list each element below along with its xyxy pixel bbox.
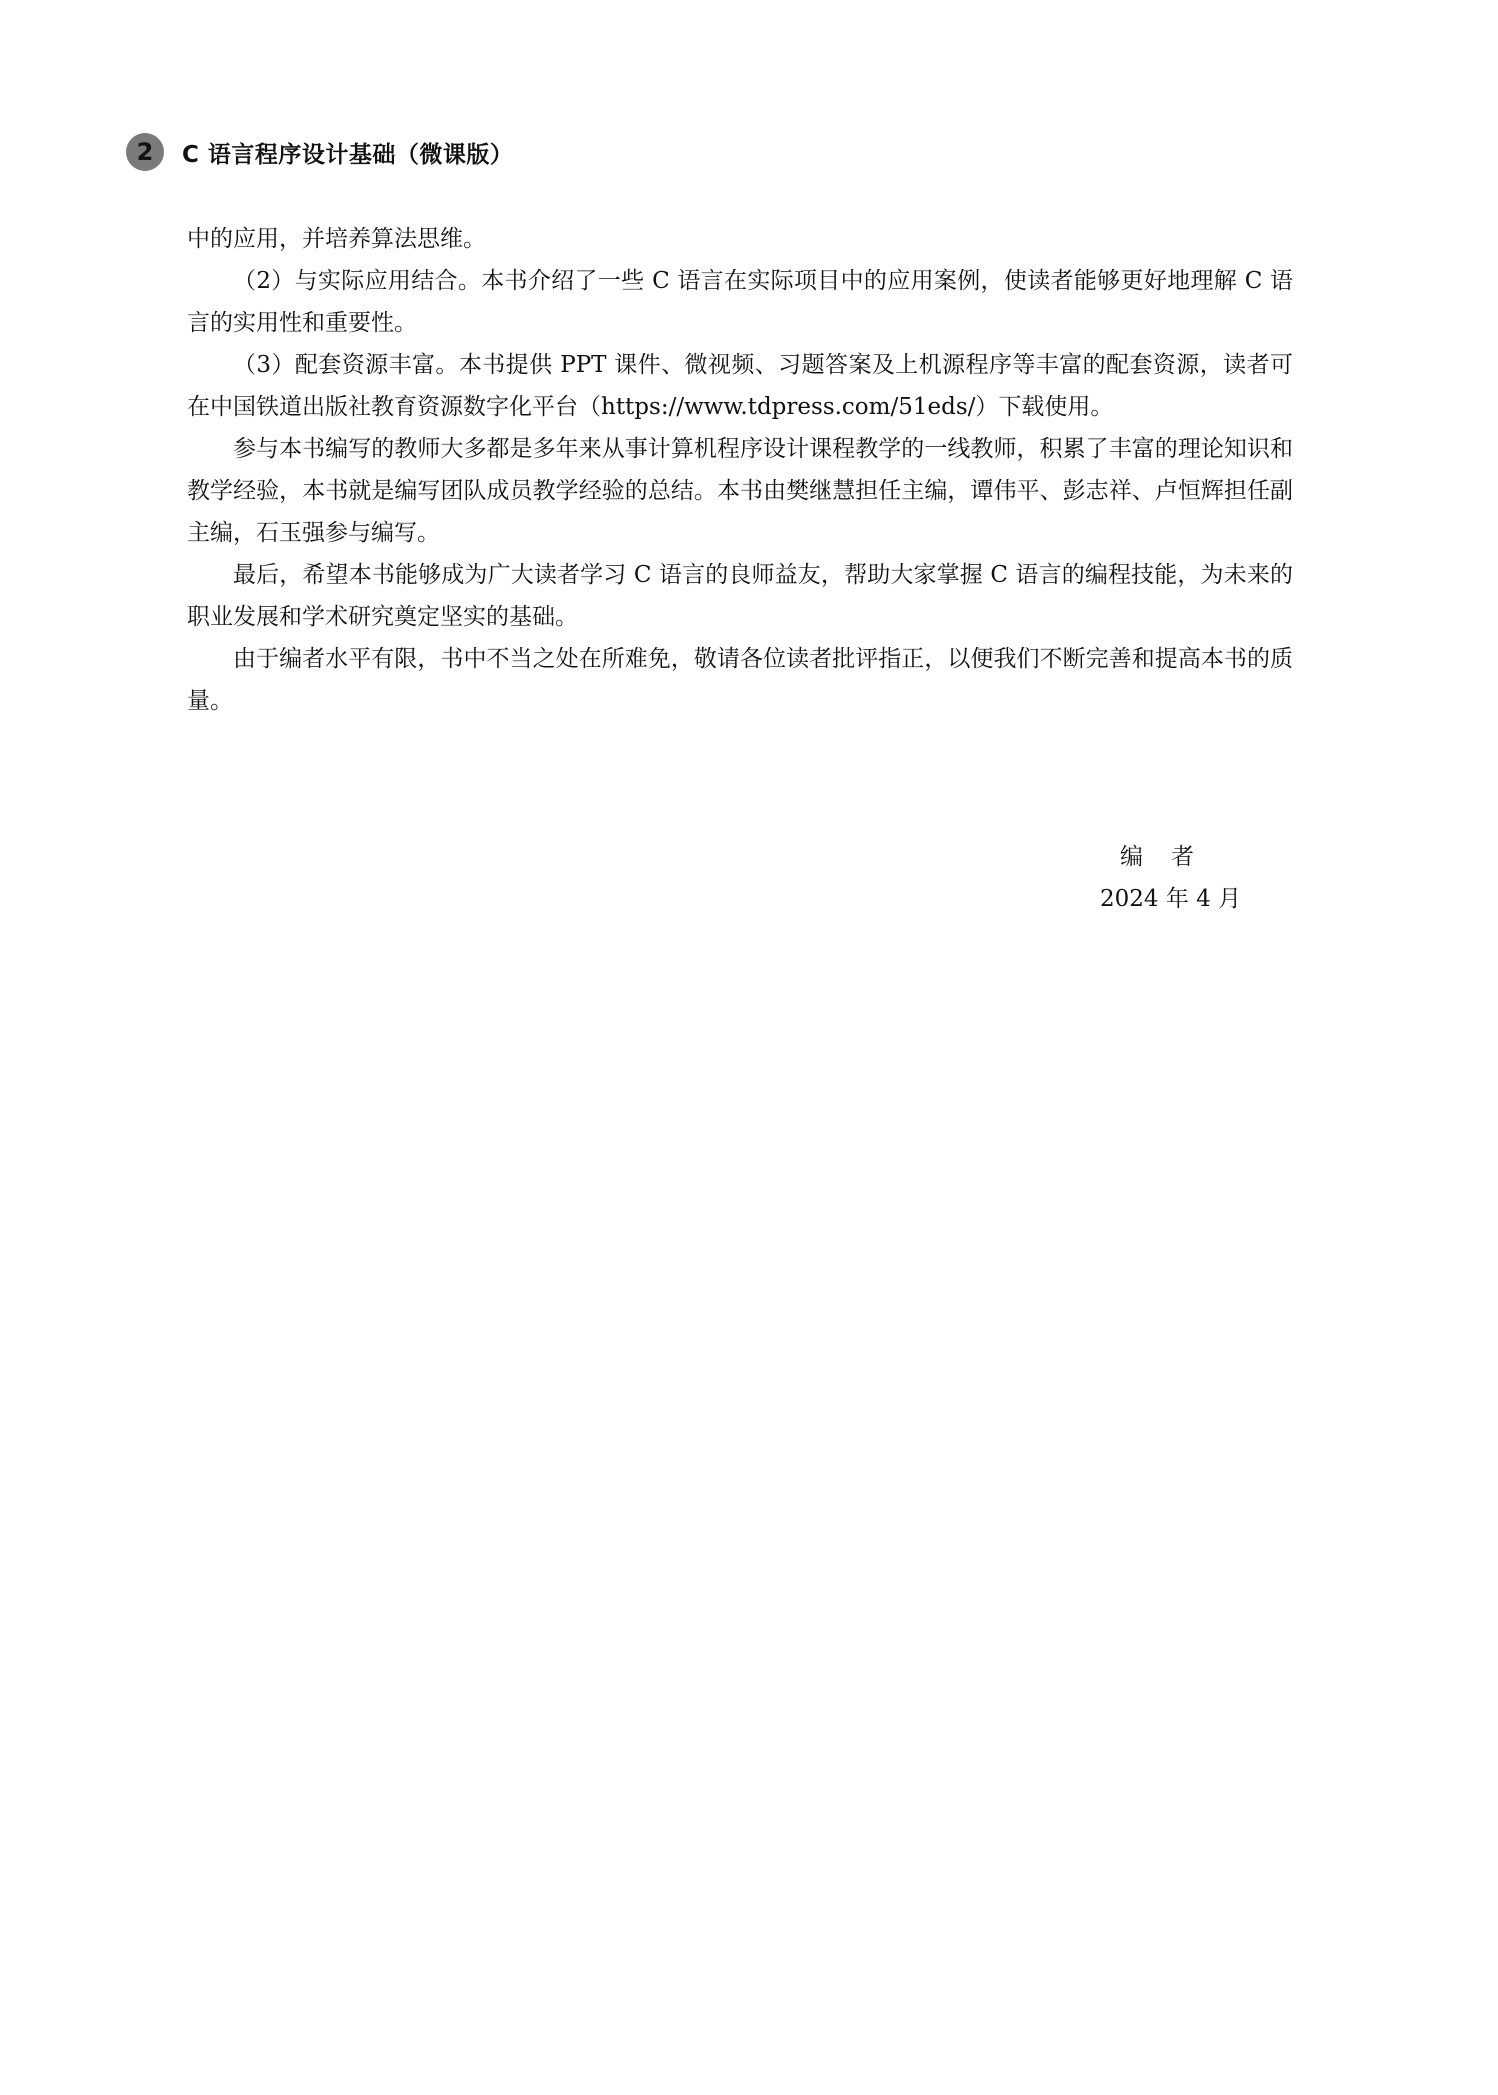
signature-block — [1060, 836, 1280, 920]
book-title: C 语言程序设计基础（微课版） — [182, 141, 514, 168]
page-number-badge: 2 — [126, 133, 164, 171]
signature-author: 编者 — [1120, 844, 1222, 870]
paragraph-hope: 最后，希望本书能够成为广大读者学习 C 语言的良师益友，帮助大家掌握 C 语言的编程技能，为未来的职业发展和学术研究奠定坚实的基础。 — [187, 562, 1293, 630]
paragraph-continuation: 中的应用，并培养算法思维。 — [187, 226, 486, 252]
signature-date: 2024 年 4 月 — [1100, 886, 1242, 912]
paragraph-disclaimer: 由于编者水平有限，书中不当之处在所难免，敬请各位读者批评指正，以便我们不断完善和提高本书的质量。 — [187, 646, 1293, 714]
body-text — [187, 218, 1293, 722]
paragraph-authors: 参与本书编写的教师大多都是多年来从事计算机程序设计课程教学的一线教师，积累了丰富的理论知识和教学经验，本书就是编写团队成员教学经验的总结。本书由樊继慧担任主编，谭伟平、彭志祥、卢恒辉担任副主编，石玉强参与编写。 — [187, 436, 1293, 546]
page-header — [126, 132, 513, 172]
paragraph-resources: （3）配套资源丰富。本书提供 PPT 课件、微视频、习题答案及上机源程序等丰富的配套资源，读者可在中国铁道出版社教育资源数字化平台（https://www.tdpress.com/51eds/）下载使用。 — [187, 352, 1293, 420]
paragraph-application: （2）与实际应用结合。本书介绍了一些 C 语言在实际项目中的应用案例，使读者能够更好地理解 C 语言的实用性和重要性。 — [187, 268, 1293, 336]
